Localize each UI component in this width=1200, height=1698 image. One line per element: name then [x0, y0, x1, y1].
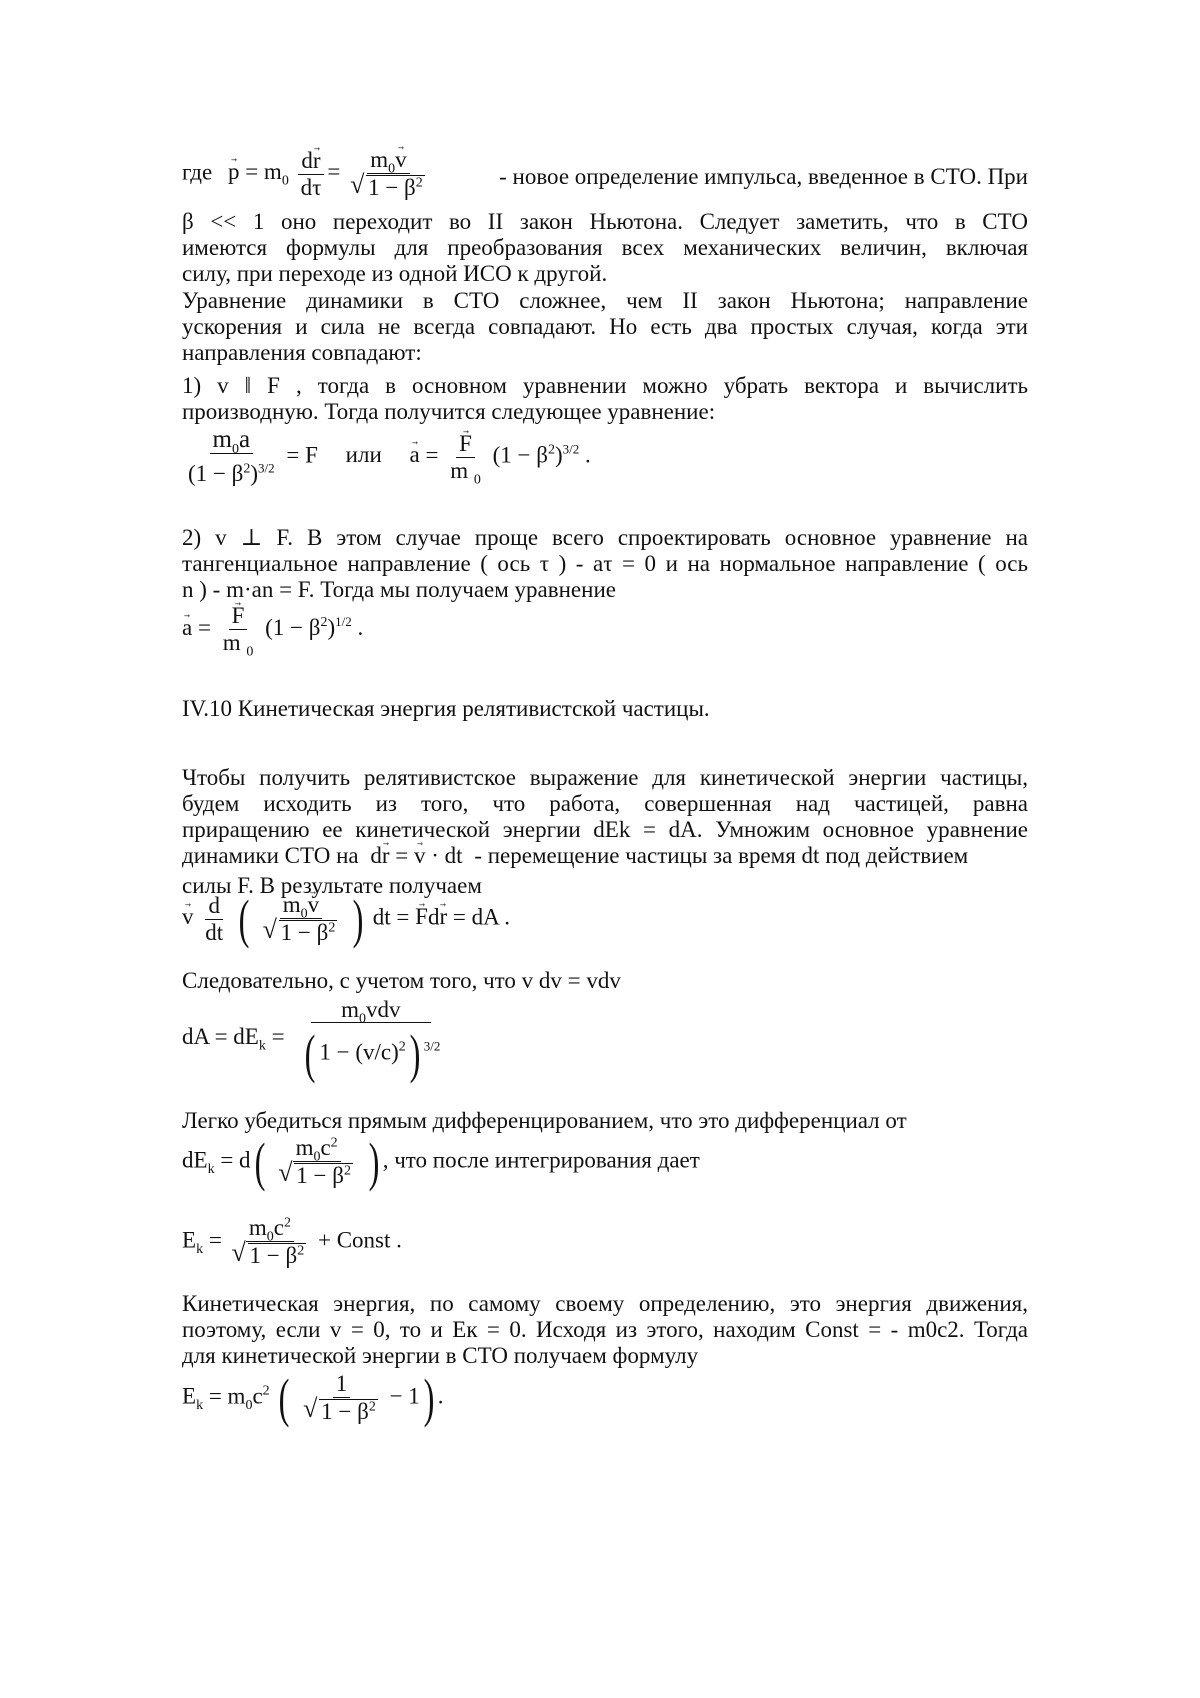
text-segment: , что после интегрирования дает: [382, 1147, 700, 1173]
text-line: n ) - m·an = F. Тогда мы получаем уравнение: [182, 577, 616, 602]
displacement-formula: d→ r = → v · dt: [370, 843, 462, 868]
kinetic-energy-formula: $E_k = m_0c^2$ ( 1 √ $1 - \beta^2$ − 1) .: [182, 1372, 444, 1424]
text-line: производную. Тогда получится следующее уравнение:: [182, 399, 716, 424]
text-momentum-desc: - новое определение импульса, введенное в СТО. При: [499, 164, 1028, 189]
text-line: 2) v ⊥ F. В этом случае проще всего спроектировать основное уравнение на: [182, 525, 1028, 550]
text-line: приращению ее кинетической энергии dEk = dA. Умножим основное уравнение: [182, 817, 1028, 842]
text-line: ускорения и сила не всегда совпадают. Но есть два простых случая, когда эти: [182, 314, 1028, 339]
differential-formula: $dE_k = d$( $m_0c^2$ √ $1 - \beta^2$ ) , что после интегрирования дает: [182, 1136, 700, 1188]
text-line: β << 1 оно переходит во II закон Ньютона. Следует заметить, что в СТО: [182, 209, 1028, 234]
momentum-definition-line: [182, 148, 1028, 200]
perpendicular-case-formula: → a = → $\frac{F}{m _0}$ $(1 - \beta^2)^{1/2}$ .: [182, 604, 363, 655]
text-line: Кинетическая энергия, по самому своему определению, это энергия движения,: [182, 1291, 1028, 1316]
text-line: [182, 841, 1028, 870]
text-line: Уравнение динамики в СТО сложнее, чем II закон Ньютона; направление: [182, 288, 1028, 313]
text-line: Следовательно, с учетом того, что v dv = vdv: [182, 968, 621, 993]
text-line: поэтому, если v = 0, то и Eк = 0. Исходя из этого, находим Const = - m0c2. Тогда: [182, 1317, 1028, 1342]
text-where: где: [182, 159, 213, 185]
text-line: 1) v ‖ F , тогда в основном уравнении можно убрать вектора и вычислить: [182, 373, 1028, 398]
dEk-formula: dA = $dE_k$ = $\frac{m_0vdv}{( 1 - (v/c)^2) ^{3/2}}$: [182, 997, 441, 1084]
parallel-case-formula: $\frac{m_0a}{(1 - \beta^2)^{3/2}}$ = F или → a = → $\frac{F}{m _0}$ $(1 - \beta^2)^{3/2}$ .: [182, 428, 591, 486]
text-line: Легко убедиться прямым дифференцированием, что это дифференциал от: [182, 1108, 907, 1133]
ek-const-formula: $E_k$ = $m_0c^2$ √ $1 - \beta^2$ + Const .: [182, 1216, 402, 1268]
section-heading: IV.10 Кинетическая энергия релятивистской частицы.: [182, 696, 710, 721]
text-line: силу, при переходе из одной ИСО к другой.: [182, 261, 608, 286]
text-line: для кинетической энергии в СТО получаем формулу: [182, 1343, 699, 1368]
work-energy-formula: → v $\frac{d}{dt}$ ( $m_0\to v$ √ $1 - \beta^2$ ) dt = → Fd→ r = dA .: [182, 893, 510, 945]
text-line: тангенциальное направление ( ось τ ) - aτ = 0 и на нормальное направление ( ось: [182, 551, 1028, 576]
text-line: силы F. В результате получаем: [182, 873, 482, 898]
text-line: Чтобы получить релятивистское выражение для кинетической энергии частицы,: [182, 765, 1028, 790]
text-line: будем исходить из того, что работа, совершенная над частицей, равна: [182, 791, 1028, 816]
text-line: направления совпадают:: [182, 340, 422, 365]
text-segment: - перемещение частицы за время dt под действием: [474, 843, 969, 868]
momentum-formula: → $p = m_0$ $\frac{d\to r}{d\tau}$ = $m_0\to v$ √ $1 - \beta^2$: [228, 159, 431, 184]
text-segment: динамики СТО на: [182, 843, 359, 868]
text-or: или: [345, 442, 382, 468]
text-line: имеются формулы для преобразования всех механических величин, включая: [182, 235, 1028, 260]
